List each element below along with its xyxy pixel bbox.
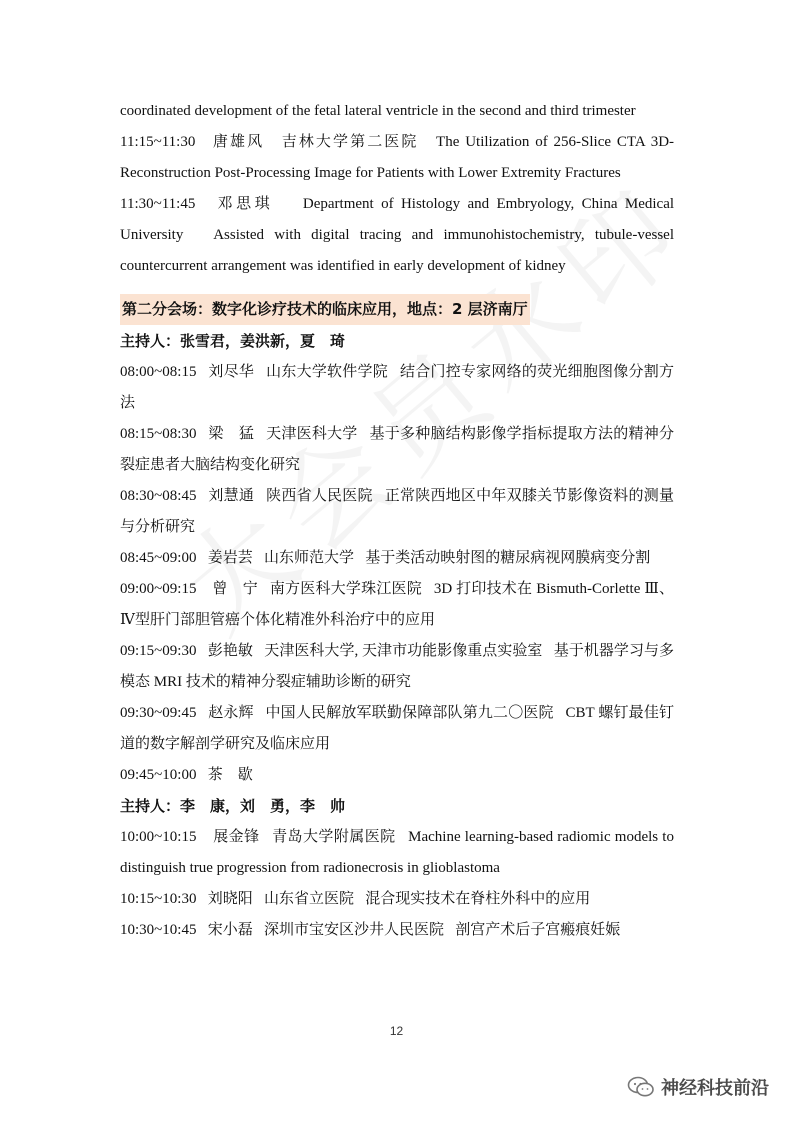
list-item (120, 574, 674, 636)
session-time: 11:15~11:30 (120, 134, 196, 150)
session-affiliation: 山东师范大学 (263, 550, 354, 566)
wechat-icon (627, 1076, 655, 1098)
session-affiliation: 青岛大学附属医院 (272, 829, 396, 845)
session-time: 09:15~09:30 (120, 643, 197, 659)
session-speaker: 刘尽华 (208, 364, 255, 380)
session-title: coordinated development of the fetal lateral ventricle in the second and third trimester (120, 103, 636, 119)
list-item (120, 481, 674, 543)
session-time: 09:45~10:00 (120, 767, 197, 783)
session-affiliation: 天津医科大学 (266, 426, 358, 442)
session-time: 08:15~08:30 (120, 426, 197, 442)
brand-badge (627, 1074, 769, 1100)
page-content (120, 96, 674, 946)
list-item (120, 884, 674, 915)
session-affiliation: 深圳市宝安区沙井人民医院 (263, 922, 444, 938)
session-time: 10:00~10:15 (120, 829, 197, 845)
list-item (120, 915, 674, 946)
session-time: 08:30~08:45 (120, 488, 197, 504)
session-affiliation: 中国人民解放军联勤保障部队第九二〇医院 (265, 705, 554, 721)
session-time: 08:45~09:00 (120, 550, 197, 566)
list-item (120, 822, 674, 884)
session-title: 基于机器学习与多模态 MRI 技术的精神分裂症辅助诊断的研究 (120, 643, 675, 690)
session-speaker: 茶 歇 (207, 767, 253, 783)
session-speaker: 展金锋 (213, 829, 260, 845)
session-title: 正常陕西地区中年双膝关节影像资料的测量与分析研究 (120, 488, 674, 535)
session-speaker: 梁 猛 (208, 426, 255, 442)
session-title: 3D 打印技术在 Bismuth-Corlette Ⅲ、Ⅳ型肝门部胆管癌个体化精准外科治疗中的应用 (120, 581, 674, 628)
list-item (120, 760, 674, 791)
session-speaker: 宋小磊 (207, 922, 253, 938)
session-affiliation: 山东省立医院 (263, 891, 354, 907)
session-speaker: 刘晓阳 (207, 891, 253, 907)
session-title: 基于多种脑结构影像学指标提取方法的精神分裂症患者大脑结构变化研究 (120, 426, 674, 473)
session-affiliation: 陕西省人民医院 (266, 488, 373, 504)
session-title: The Utilization of 256-Slice CTA 3D-Reconstruction Post-Processing Image for Patients with Lower Extremity Fractures (120, 134, 675, 181)
session-time: 11:30~11:45 (120, 196, 196, 212)
session-speaker: 曾 宁 (212, 581, 258, 597)
session-speaker: 彭艳敏 (207, 643, 253, 659)
session-affiliation: 南方医科大学珠江医院 (269, 581, 422, 597)
session-time: 10:15~10:30 (120, 891, 197, 907)
session-time: 10:30~10:45 (120, 922, 197, 938)
list-item (120, 357, 674, 419)
list-item (120, 419, 674, 481)
brand-name: 神经科技前沿 (661, 1078, 769, 1099)
session-title: 剖宫产术后子宫瘢痕妊娠 (455, 922, 621, 938)
session-affiliation: 山东大学软件学院 (266, 364, 389, 380)
session-title: 混合现实技术在脊柱外科中的应用 (365, 891, 591, 907)
session-speaker: 赵永辉 (208, 705, 254, 721)
session-title: 结合门控专家网络的荧光细胞图像分割方法 (120, 364, 675, 411)
session-speaker: 姜岩芸 (207, 550, 253, 566)
list-item (120, 698, 674, 760)
session-title: Assisted with digital tracing and immunohistochemistry, tubule-vessel countercurrent arrangement was identified in early development of kidney (120, 227, 674, 274)
session-title: CBT 螺钉最佳钉道的数字解剖学研究及临床应用 (120, 705, 675, 752)
session-title: Machine learning-based radiomic models to distinguish true progression from radionecrosis in glioblastoma (120, 829, 674, 876)
session-affiliation: 天津医科大学, 天津市功能影像重点实验室 (264, 643, 543, 659)
list-item (120, 543, 674, 574)
host-label: 主持人：张雪君，姜洪新，夏 琦 (120, 332, 346, 350)
session-affiliation: 吉林大学第二医院 (281, 134, 419, 150)
section-heading: 第二分会场：数字化诊疗技术的临床应用，地点：2 层济南厅 (120, 294, 530, 325)
page-number: 12 (389, 1024, 404, 1038)
list-item (120, 96, 674, 127)
host-label: 主持人：李 康，刘 勇，李 帅 (120, 797, 346, 815)
session-time: 08:00~08:15 (120, 364, 197, 380)
session-time: 09:00~09:15 (120, 581, 197, 597)
session-title: 基于类活动映射图的糖尿病视网膜病变分割 (365, 550, 651, 566)
session-speaker: 刘慧通 (208, 488, 255, 504)
list-item (120, 127, 674, 189)
session-time: 09:30~09:45 (120, 705, 197, 721)
session-speaker: 邓思琪 (217, 196, 274, 212)
list-item (120, 636, 674, 698)
session-speaker: 唐雄风 (212, 134, 265, 150)
session-affiliation: Department of Histology and Embryology, China Medical University (120, 196, 675, 243)
list-item (120, 189, 674, 282)
